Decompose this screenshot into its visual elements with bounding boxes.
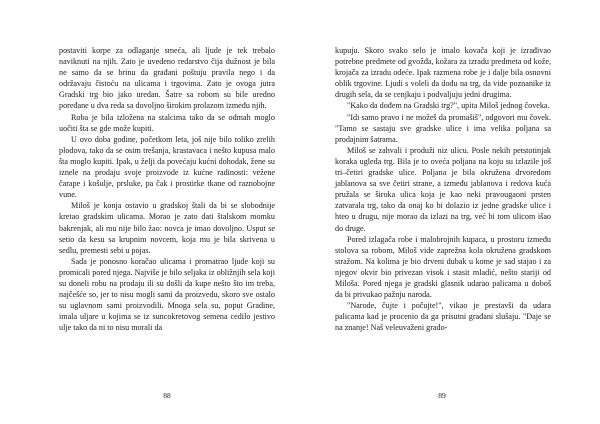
paragraph: postaviti korpe za odlaganje smeća, ali ljude je tek trebalo naviknuti na njih. Zato je uvedeno redarstvo čija dužnost je bila ne samo da se brinu da građani poštuju pravila nego i da održavaju čistoću na ulicama i trgovima. Zato je ovoga jutra Gradski trg bio jako uredan. Šatre sa robom su bile uredno poređane u dva reda sa dovoljno širokim prolazom između njih. [59,46,275,111]
paragraph: "Idi samo pravo i ne možeš da promašiš", odgovori mu čovek. "Tamo se sastaju sve gradske ulice i ima velika poljana sa prodajnim šatrama. [335,112,551,144]
paragraph: kupuju. Skoro svako selo je imalo kovača koji je izrađivao potrebne predmete od gvožđa, kožara za izradu predmeta od kože, krojača za izradu odeće. Ipak razmena robe je i dalje bila osnovni oblik trgovine. Ljudi s voleli da dođu na trg, da vide poznanike iz drugih sela, da se cenjkaju i podvaljuju jedni drugima. [335,46,551,100]
paragraph: Roba je bila izložena na stalcima tako da se odmah moglo uočiti šta se gde može kupiti. [59,112,275,133]
page-number: 89 [438,391,446,400]
paragraph: Sada je ponosno koračao ulicama i promatrao ljude koji su promicali pored njega. Najviše je bilo seljaka iz obližnjih sela koji su doneli robu na prodaju ili su došli da kupe nešto što im treba, najčešće so, jer to nisu mogli sami da proizvedu, skoro sve ostalo su uglavnom sami proizvodili. Mnoga sela su, poput Gradine, imala uljare u kojima se iz suncokretovog semena cedilo jestivo ulje tako da ni to nisu morali da [59,256,275,333]
paragraph: "Kako da dođem na Gradski trg?", upita Miloš jednog čoveka. [347,101,550,111]
paragraph: Miloš se zahvali i produži niz ulicu. Posle nekih petstotinjak koraka ugleda trg. Bila je to oveća poljana na koju su izlazile još tri–četiri gradske ulice. Poljana je bila okružena drvoredom jablanova sa sve četiri strane, a između jablanova i redova kuća pružala se široka ulica koja je kao neki pravougaoni prsten zatvarala trg, tako da onaj ko bi dolazio iz jedne gradske ulice i hteo u drugu, nije morao da izlazi na trg, već bi tom ulicom išao do druge. [335,145,551,233]
paragraph: U ovo doba godine, početkom leta, još nije bilo toliko zrelih plodova, tako da se osim trešanja, krastavaca i nešto kupusa malo šta moglo kupiti. Ipak, u želji da povećaju kućni dohodak, žene su iznele na prodaju svoje proizvode iz kućne radinosti: vežene čarape i košulje, prsluke, pa čak i prostirke tkane od raznobojne vune. [59,134,275,200]
right-page [300,0,600,424]
paragraph: Miloš je konja ostavio u gradskoj štali da bi se slobodnije kretao gradskim ulicama. Morao je zato dati štalskom momku bakrenjak, ali mu nije bilo žao: novca je imao dovoljno. Usput se setio da kesu sa krupnim novcem, koja mu je bila skrivena u sedlu, premesti sebi u pojas. [59,201,275,255]
paragraph: Pored izlagača robe i malobrojnih kupaca, u prostoru između stolova sa robom, Miloš vide zaprežna kola okružena gradskom stražom. Na kolima je bio drveni dubak u kome je sad stajao i za njegov okvir bio privezan visok i stasit mladić, nešto stariji od Miloša. Pored njega je gradski glasnik udarao palicama u doboš da bi privukao pažnju naroda. [335,234,551,300]
left-page-text [59,45,275,333]
right-page-text [335,45,551,333]
page-number: 88 [163,391,171,400]
paragraph: "Narode, čujte i počujte!", vikao je prestavši da udara palicama kad je procenio da ga prisutni građani slušaju. "Daje se na znanje! Naš veleuvaženi grado- [335,301,551,333]
